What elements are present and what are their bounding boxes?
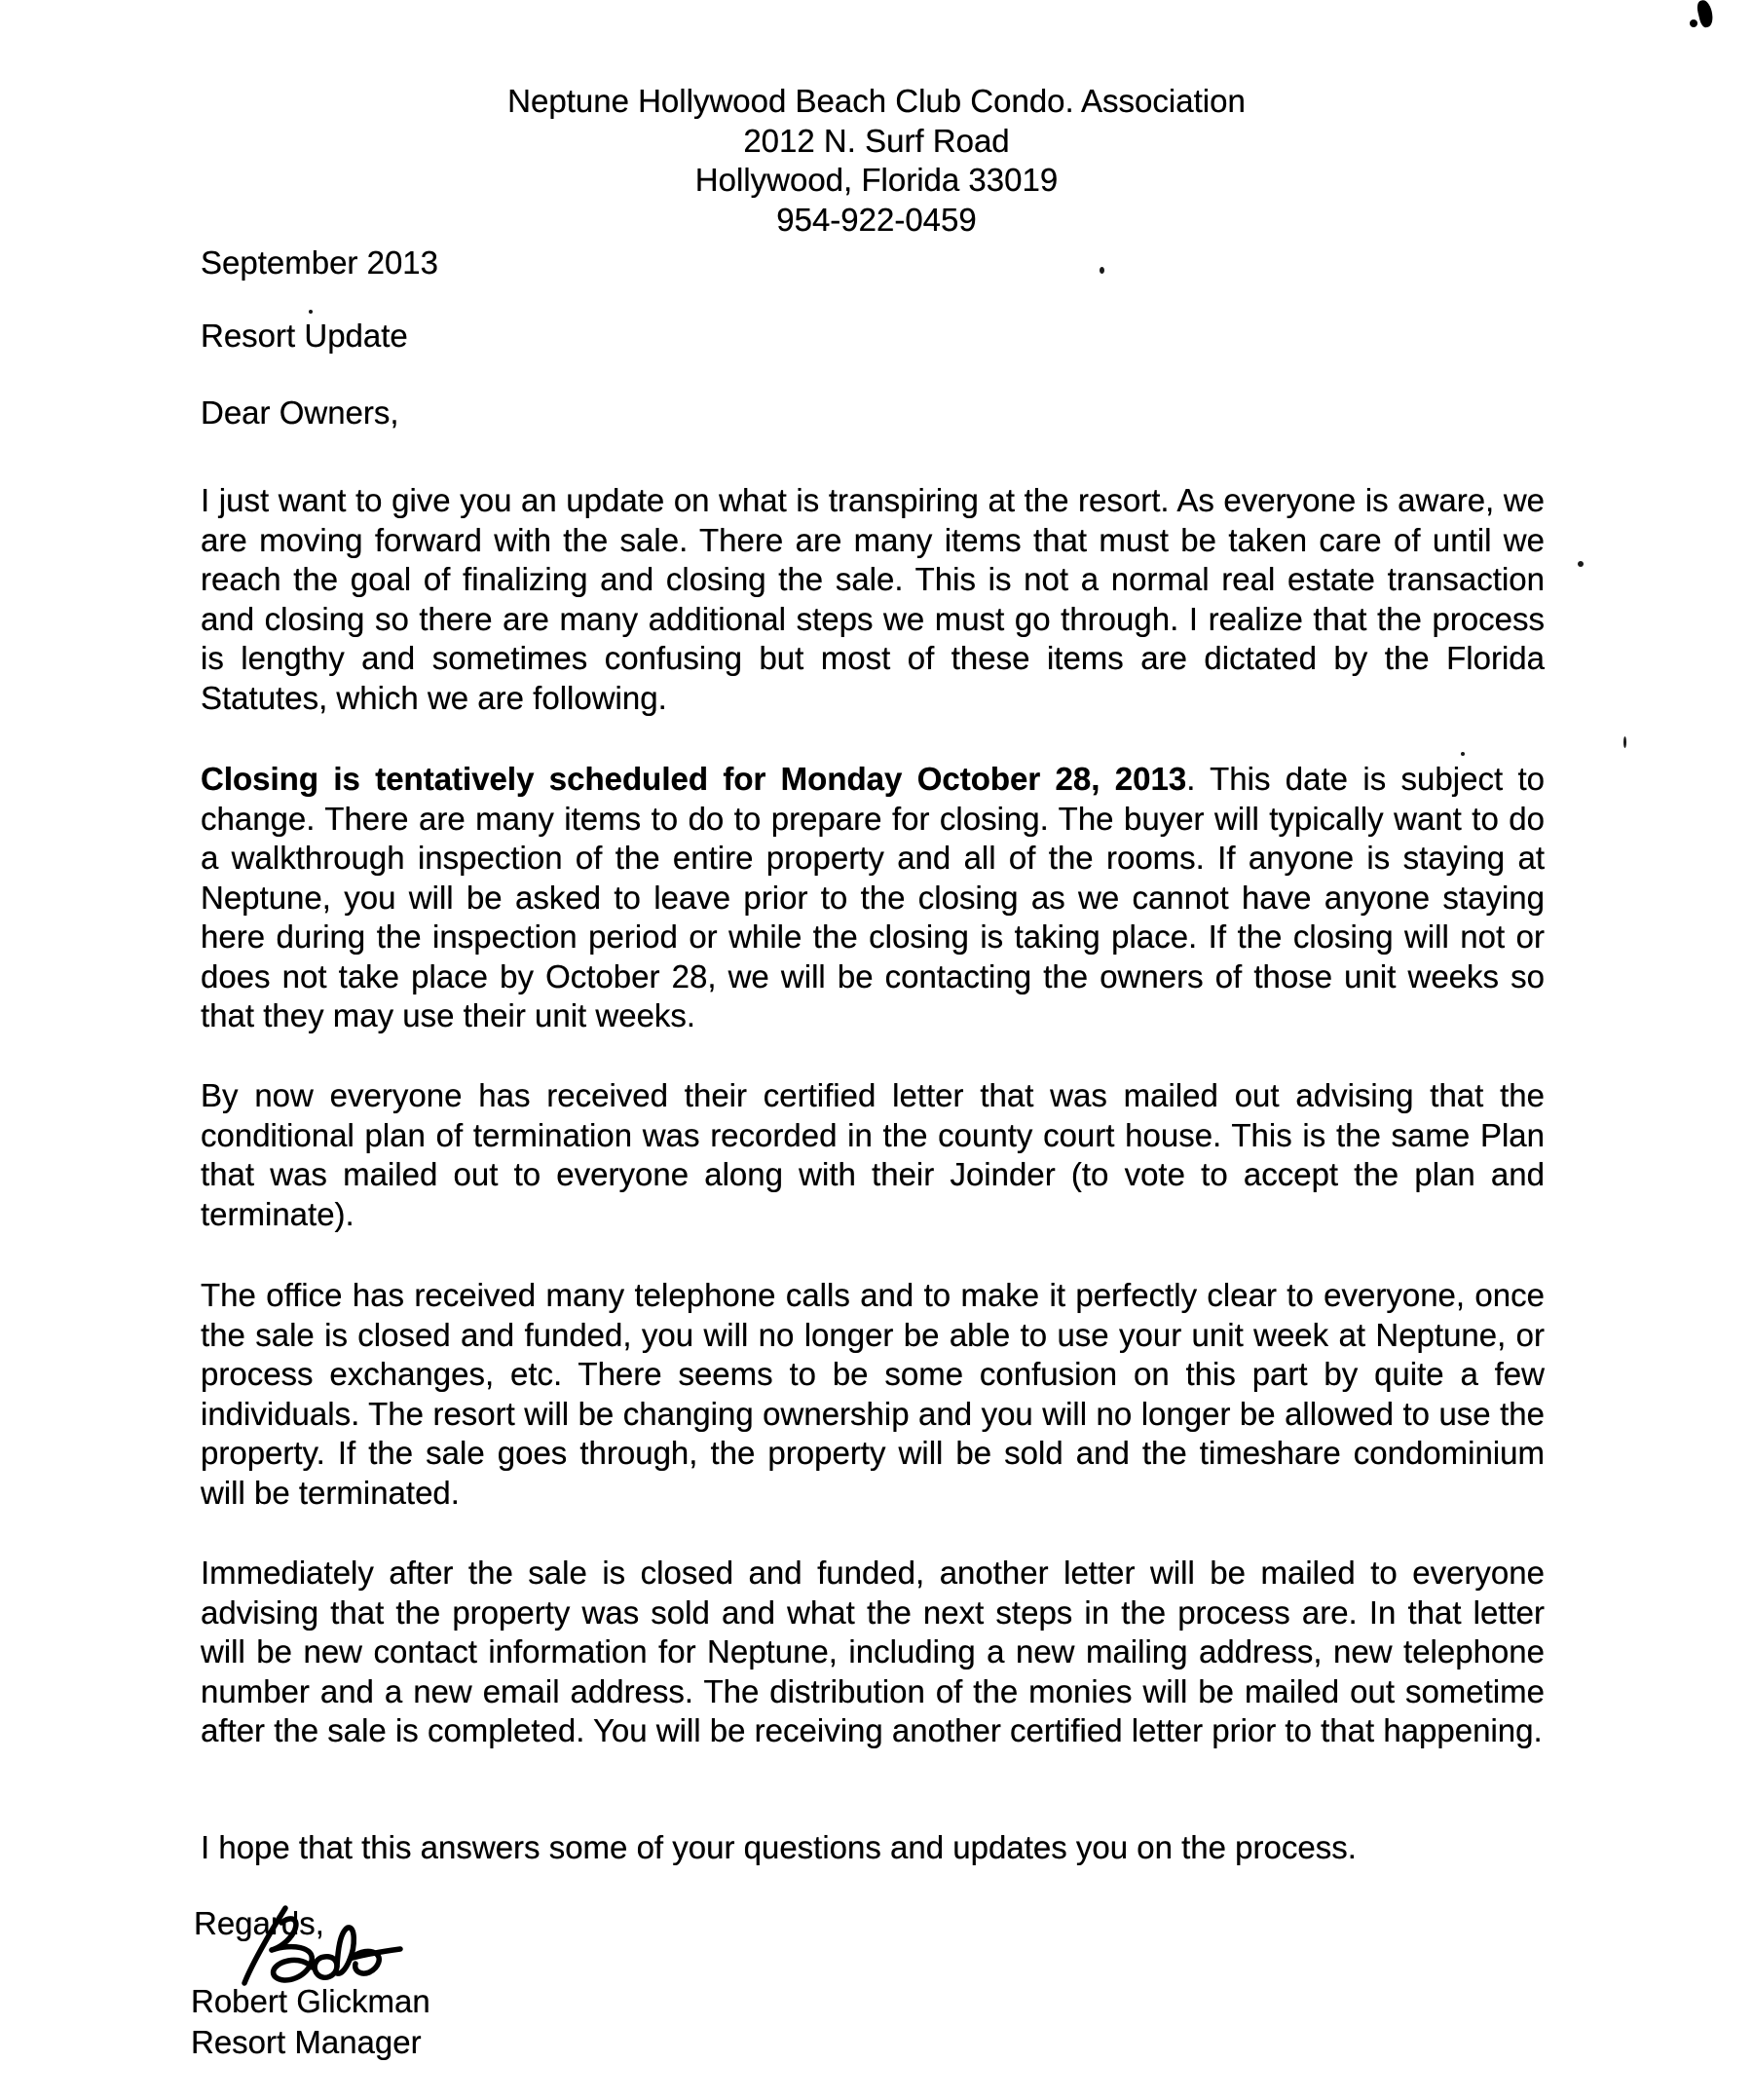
- speck-mark: [1100, 267, 1104, 274]
- paragraph-certified-letter: By now everyone has received their certified letter that was mailed out advising that the conditional plan of termination was recorded in the county court house. This is the same Plan that was mailed out to everyone along with their Joinder (to vote to accept the plan and terminate).: [201, 1077, 1545, 1232]
- paragraph-update: I just want to give you an update on what is transpiring at the resort. As everyone is aware, we are moving forward with the sale. There are many items that must be taken care of until we reach the goal of finalizing and closing the sale. This is not a normal real estate transaction and closing so there are many additional steps we must go through. I realize that the process is lengthy and sometimes confusing but most of these items are dictated by the Florida Statutes, which we are following.: [201, 482, 1545, 716]
- paragraph-after-sale: Immediately after the sale is closed and funded, another letter will be mailed to everyone advising that the property was sold and what the next steps in the process are. In that letter will be new contact information for Neptune, including a new mailing address, new telephone number and a new email address. The distribution of the monies will be mailed out sometime after the sale is completed. You will be receiving another certified letter prior to that happening.: [201, 1555, 1545, 1748]
- signer-title: Resort Manager: [191, 2024, 422, 2060]
- salutation: Dear Owners,: [201, 394, 399, 431]
- speck-mark: [1578, 561, 1584, 567]
- handwritten-signature: [230, 1899, 409, 1995]
- closing-schedule-rest-text: . This date is subject to change. There are many items to do to prepare for closing. The buyer will typically want to do a walkthrough inspection of the entire property and all of the rooms. If anyone is staying at Neptune, you will be asked to leave prior to the closing as we cannot have anyone staying here during the inspection period or while the closing is taking place. If the closing will not or does not take place by October 28, we will be contacting the owners of those unit weeks so that they may use their unit weeks.: [201, 761, 1545, 1033]
- signer-name: Robert Glickman: [191, 1983, 430, 2019]
- paragraph-hope: I hope that this answers some of your questions and updates you on the process.: [201, 1829, 1357, 1865]
- ink-blot-mark: [1696, 0, 1715, 28]
- speck-mark: [309, 310, 313, 314]
- letterhead-phone: 954-922-0459: [776, 201, 977, 238]
- closing-date-bold-text: Closing is tentatively scheduled for Monday October 28, 2013: [201, 761, 1187, 797]
- ink-dot-mark: [1690, 19, 1697, 27]
- letterhead: [0, 82, 1753, 240]
- date-line: September 2013: [201, 244, 439, 281]
- subject-line: Resort Update: [201, 318, 408, 354]
- valediction: Regards,: [194, 1905, 324, 1941]
- letterhead-organization: Neptune Hollywood Beach Club Condo. Association: [507, 83, 1246, 119]
- paragraph-closing-schedule: [201, 760, 1545, 1036]
- letterhead-city-state-zip: Hollywood, Florida 33019: [694, 162, 1059, 198]
- speck-mark: [1623, 736, 1626, 748]
- letterhead-street: 2012 N. Surf Road: [743, 122, 1010, 159]
- paragraph-office-calls: The office has received many telephone calls and to make it perfectly clear to everyone, once the sale is closed and funded, you will no longer be able to use your unit week at Neptune, or process exchanges, etc. There seems to be some confusion on this part by quite a few individuals. The resort will be changing ownership and you will no longer be allowed to use the property. If the sale goes through, the property will be sold and the timeshare condominium will be terminated.: [201, 1277, 1545, 1511]
- speck-mark: [1461, 752, 1465, 756]
